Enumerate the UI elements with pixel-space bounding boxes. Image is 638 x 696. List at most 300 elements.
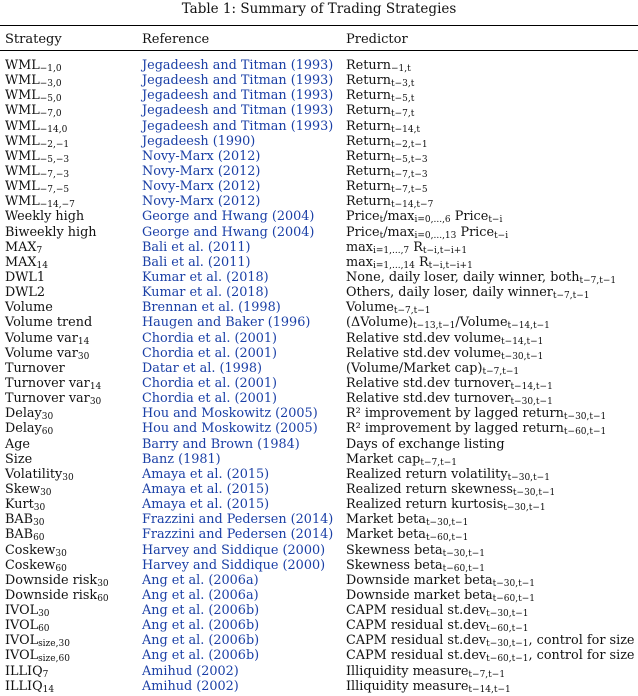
predictor-text: Return	[346, 118, 391, 134]
table-row	[0, 527, 638, 542]
predictor-cell	[346, 255, 473, 270]
strategy-name: IVOL	[5, 603, 39, 619]
reference-link[interactable]: Amihud (2002)	[142, 678, 239, 694]
subscript: 30	[40, 487, 52, 498]
table-row	[0, 376, 638, 391]
predictor-text: None, daily loser, daily winner, both	[346, 269, 580, 285]
strategy-cell	[5, 679, 54, 694]
predictor-cell	[346, 134, 428, 149]
subscript: t−60,t−1	[492, 593, 535, 604]
reference-link[interactable]: Banz (1981)	[142, 451, 221, 467]
subscript: 30	[33, 518, 45, 529]
table-row	[0, 482, 638, 497]
strategy-name: Volatility	[5, 466, 63, 482]
predictor-cell	[346, 406, 606, 421]
reference-link[interactable]: Ang et al. (2006b)	[142, 648, 260, 664]
strategy-cell	[5, 543, 67, 558]
strategy-name: Downside risk	[5, 587, 98, 603]
strategy-cell	[5, 88, 62, 103]
subscript: t−30,t−1	[425, 518, 469, 529]
strategy-name: Coskew	[5, 557, 56, 573]
reference-link[interactable]: Frazzini and Pedersen (2014)	[142, 512, 334, 528]
strategy-cell	[5, 573, 109, 588]
reference-link[interactable]: Jegadeesh and Titman (1993)	[142, 118, 334, 134]
strategy-name: ILLIQ	[5, 663, 43, 679]
strategy-name: Size	[5, 451, 33, 467]
subscript: t−60,t−1	[442, 563, 485, 574]
predictor-cell	[346, 664, 505, 679]
predictor-text: Return	[346, 133, 391, 149]
table-row	[0, 315, 638, 330]
predictor-text: CAPM residual st.dev	[346, 603, 487, 619]
subscript: 14	[89, 381, 102, 392]
predictor-cell	[346, 285, 590, 300]
strategy-cell	[5, 103, 62, 118]
predictor-text: Market cap	[346, 451, 421, 467]
predictor-tail: Price	[450, 209, 489, 225]
subscript: t−i,t−i+1	[428, 260, 473, 271]
strategy-name: Weekly high	[5, 209, 85, 225]
reference-link[interactable]: Hou and Moskowitz (2005)	[142, 406, 318, 422]
strategy-name: BAB	[5, 527, 34, 543]
subscript: t−2,t−1	[390, 139, 428, 150]
strategy-name: WML	[5, 133, 40, 149]
predictor-text: CAPM residual st.dev	[346, 618, 487, 634]
strategy-cell	[5, 497, 45, 512]
subscript: t−30,t−1	[486, 609, 529, 620]
predictor-tail: R	[409, 239, 423, 255]
strategy-name: ILLIQ	[5, 678, 43, 694]
predictor-text: Return	[346, 73, 391, 89]
table-row	[0, 164, 638, 179]
subscript: −1,t	[390, 64, 411, 74]
predictor-cell	[346, 679, 511, 694]
reference-link[interactable]: Bali et al. (2011)	[142, 254, 251, 270]
table-row	[0, 331, 638, 346]
predictor-cell	[346, 512, 468, 527]
table-row	[0, 209, 638, 224]
table-row	[0, 437, 638, 452]
predictor-cell	[346, 482, 555, 497]
strategy-cell	[5, 361, 65, 376]
subscript: i=0,...,6	[414, 215, 451, 226]
table-row	[0, 633, 638, 648]
table-row	[0, 119, 638, 134]
predictor-cell	[346, 391, 553, 406]
reference-link[interactable]: Chordia et al. (2001)	[142, 330, 278, 346]
subscript: t−30,t−1	[501, 351, 544, 362]
subscript: t−13,t−1	[413, 321, 456, 332]
predictor-text: Relative std.dev turnover	[346, 391, 511, 407]
predictor-cell	[346, 194, 433, 209]
subscript: t−14,t	[390, 124, 421, 135]
reference-link[interactable]: Jegadeesh and Titman (1993)	[142, 103, 334, 119]
table-body	[0, 58, 638, 694]
reference-link[interactable]: Novy-Marx (2012)	[142, 194, 261, 210]
table-row	[0, 285, 638, 300]
table-row	[0, 88, 638, 103]
reference-link[interactable]: Frazzini and Pedersen (2014)	[142, 527, 334, 543]
predictor-cell	[346, 149, 428, 164]
reference-link[interactable]: Amaya et al. (2015)	[142, 481, 270, 497]
predictor-cell	[346, 73, 414, 88]
table-row	[0, 603, 638, 618]
strategy-cell	[5, 225, 97, 240]
reference-link[interactable]: Hou and Moskowitz (2005)	[142, 421, 318, 437]
subscript: 14	[36, 260, 48, 271]
strategy-name: MAX	[5, 239, 37, 255]
predictor-tail: , control for size	[528, 648, 635, 664]
strategy-cell	[5, 58, 62, 73]
predictor-cell	[346, 315, 550, 330]
subscript: t−60,t−1	[425, 533, 469, 544]
strategy-cell	[5, 452, 32, 467]
strategy-name: WML	[5, 194, 40, 210]
reference-link[interactable]: Amihud (2002)	[142, 663, 239, 679]
strategy-cell	[5, 179, 69, 194]
predictor-text: R² improvement by lagged return	[346, 406, 564, 422]
subscript: 30	[33, 503, 46, 514]
predictor-text: Others, daily loser, daily winner	[346, 285, 553, 301]
strategy-name: Volume var	[5, 345, 78, 361]
predictor-text: Skewness beta	[346, 542, 443, 558]
reference-link[interactable]: Ang et al. (2006b)	[142, 603, 260, 619]
subscript: t−7,t−1	[468, 669, 506, 680]
header-predictor: Predictor	[346, 32, 408, 47]
predictor-cell	[346, 209, 502, 224]
header-reference: Reference	[142, 32, 210, 47]
subscript: −7,−5	[39, 185, 70, 196]
header-strategy: Strategy	[5, 32, 62, 47]
predictor-text: Realized return volatility	[346, 466, 508, 482]
reference-link[interactable]: Kumar et al. (2018)	[142, 285, 269, 301]
strategy-cell	[5, 300, 53, 315]
table-row	[0, 391, 638, 406]
predictor-text: Illiquidity measure	[346, 678, 469, 694]
subscript: t−7,t−3	[390, 169, 428, 180]
reference-link[interactable]: Novy-Marx (2012)	[142, 148, 261, 164]
subscript: t−i,t−i+1	[422, 245, 468, 256]
predictor-cell	[346, 300, 430, 315]
subscript: i=1,...,7	[372, 245, 410, 256]
subscript: t−7,t−1	[420, 457, 458, 468]
predictor-text: Realized return kurtosis	[346, 497, 504, 513]
predictor-cell	[346, 648, 635, 663]
subscript: t−14,t−1	[468, 684, 511, 695]
reference-link[interactable]: Datar et al. (1998)	[142, 360, 263, 376]
predictor-tail: /max	[383, 224, 415, 240]
table-caption: Table 1: Summary of Trading Strategies	[181, 1, 457, 17]
predictor-text: Return	[346, 194, 391, 210]
subscript: −7,0	[39, 109, 62, 120]
subscript: 30	[38, 609, 50, 620]
strategy-name: WML	[5, 58, 40, 73]
strategy-name: IVOL	[5, 648, 39, 664]
reference-link[interactable]: Brennan et al. (1998)	[142, 300, 281, 316]
table-row	[0, 558, 638, 573]
strategy-name: Volume var	[5, 330, 78, 346]
table-row	[0, 179, 638, 194]
table-row	[0, 149, 638, 164]
subscript: t−30,t−1	[503, 503, 546, 514]
header-rule	[0, 50, 638, 51]
predictor-cell	[346, 633, 635, 648]
strategy-name: WML	[5, 118, 40, 134]
subscript: t−i	[494, 230, 509, 241]
predictor-text: Downside market beta	[346, 572, 493, 588]
subscript: t−14,t−1	[501, 336, 544, 347]
reference-link[interactable]: Ang et al. (2006a)	[142, 572, 259, 588]
subscript: 7	[36, 245, 43, 256]
predictor-cell	[346, 603, 529, 618]
predictor-text: Volume	[346, 300, 394, 316]
predictor-text: Relative std.dev volume	[346, 330, 502, 346]
predictor-text: Days of exchange listing	[346, 436, 505, 452]
reference-link[interactable]: Jegadeesh and Titman (1993)	[142, 88, 334, 104]
predictor-text: Price	[346, 209, 380, 225]
predictor-text: Return	[346, 163, 391, 179]
top-rule	[0, 25, 638, 26]
table-row	[0, 467, 638, 482]
subscript: t−30,t−1	[486, 639, 529, 650]
subscript: t−7,t−1	[552, 291, 590, 302]
subscript: 30	[62, 472, 74, 483]
subscript: t−30,t−1	[507, 472, 550, 483]
strategy-cell	[5, 134, 69, 149]
predictor-text: Return	[346, 148, 391, 164]
predictor-cell	[346, 58, 411, 73]
reference-link[interactable]: Kumar et al. (2018)	[142, 269, 269, 285]
predictor-tail: Price	[456, 224, 495, 240]
subscript: t−7,t−1	[482, 366, 520, 377]
subscript: t−7,t	[390, 109, 415, 120]
subscript: 14	[77, 336, 90, 347]
strategy-cell	[5, 588, 109, 603]
table-row	[0, 58, 638, 73]
table-row	[0, 194, 638, 209]
subscript: t−5,t	[390, 94, 415, 105]
table-row	[0, 300, 638, 315]
strategy-name: Volume	[5, 300, 53, 316]
subscript: 30	[77, 351, 90, 362]
predictor-text: CAPM residual st.dev	[346, 633, 487, 649]
subscript: t−5,t−3	[390, 154, 428, 165]
reference-link[interactable]: Jegadeesh (1990)	[142, 133, 256, 149]
strategy-cell	[5, 285, 45, 300]
predictor-text: Relative std.dev volume	[346, 345, 502, 361]
predictor-text: Price	[346, 224, 380, 240]
reference-link[interactable]: Chordia et al. (2001)	[142, 375, 278, 391]
strategy-name: BAB	[5, 512, 34, 528]
strategy-name: WML	[5, 148, 40, 164]
subscript: t	[379, 230, 384, 241]
strategy-name: Turnover	[5, 360, 65, 376]
predictor-cell	[346, 452, 457, 467]
strategy-name: WML	[5, 73, 40, 89]
predictor-text: Market beta	[346, 512, 426, 528]
strategy-cell	[5, 633, 70, 648]
strategy-name: WML	[5, 179, 40, 195]
predictor-cell	[346, 361, 519, 376]
table-row	[0, 543, 638, 558]
predictor-cell	[346, 331, 543, 346]
reference-link[interactable]: Novy-Marx (2012)	[142, 163, 261, 179]
strategy-cell	[5, 194, 75, 209]
predictor-cell	[346, 573, 535, 588]
subscript: t−60,t−1	[563, 427, 607, 438]
subscript: −5,0	[39, 94, 62, 105]
table-row	[0, 497, 638, 512]
strategy-cell	[5, 482, 52, 497]
predictor-cell	[346, 88, 414, 103]
predictor-cell	[346, 119, 420, 134]
table-row	[0, 225, 638, 240]
strategy-cell	[5, 240, 42, 255]
subscript: t−30,t−1	[492, 578, 535, 589]
predictor-cell	[346, 103, 414, 118]
strategy-cell	[5, 618, 50, 633]
predictor-cell	[346, 240, 467, 255]
reference-link[interactable]: Haugen and Baker (1996)	[142, 315, 311, 331]
reference-link[interactable]: Bali et al. (2011)	[142, 239, 251, 255]
predictor-text: Downside market beta	[346, 587, 493, 603]
strategy-name: Coskew	[5, 542, 56, 558]
predictor-text: (Volume/Market cap)	[346, 360, 483, 376]
reference-link[interactable]: Chordia et al. (2001)	[142, 345, 278, 361]
strategy-name: WML	[5, 163, 40, 179]
reference-link[interactable]: Jegadeesh and Titman (1993)	[142, 58, 334, 73]
predictor-text: R² improvement by lagged return	[346, 421, 564, 437]
strategy-cell	[5, 270, 45, 285]
predictor-tail: /Volume	[455, 315, 508, 331]
reference-link[interactable]: Ang et al. (2006a)	[142, 587, 259, 603]
predictor-text: max	[346, 239, 373, 255]
strategy-cell	[5, 664, 48, 679]
subscript: −5,−3	[39, 154, 70, 165]
reference-link[interactable]: Barry and Brown (1984)	[142, 436, 300, 452]
reference-link[interactable]: Amaya et al. (2015)	[142, 466, 270, 482]
subscript: 30	[55, 548, 67, 559]
strategy-cell	[5, 346, 89, 361]
strategy-cell	[5, 603, 50, 618]
subscript: 7	[42, 669, 49, 680]
strategy-cell	[5, 558, 67, 573]
predictor-cell	[346, 467, 550, 482]
table-row	[0, 270, 638, 285]
table-row	[0, 73, 638, 88]
subscript: t−7,t−5	[390, 185, 428, 196]
table-row	[0, 406, 638, 421]
reference-link[interactable]: Chordia et al. (2001)	[142, 391, 278, 407]
table-row	[0, 361, 638, 376]
strategy-name: Downside risk	[5, 572, 98, 588]
table-row	[0, 255, 638, 270]
table-row	[0, 512, 638, 527]
strategy-name: DWL2	[5, 285, 46, 301]
subscript: t−60,t−1	[486, 654, 529, 665]
subscript: −14,−7	[39, 200, 75, 211]
predictor-text: Return	[346, 103, 391, 119]
strategy-name: Skew	[5, 481, 41, 497]
subscript: t−60,t−1	[486, 624, 529, 635]
subscript: 60	[97, 593, 109, 604]
reference-link[interactable]: Novy-Marx (2012)	[142, 179, 261, 195]
strategy-cell	[5, 437, 30, 452]
predictor-cell	[346, 497, 546, 512]
subscript: 60	[55, 563, 67, 574]
predictor-tail: /max	[383, 209, 415, 225]
reference-link[interactable]: George and Hwang (2004)	[142, 224, 315, 240]
table-row	[0, 679, 638, 694]
predictor-cell	[346, 558, 485, 573]
reference-link[interactable]: Harvey and Siddique (2000)	[142, 542, 326, 558]
predictor-cell	[346, 543, 485, 558]
table-row	[0, 618, 638, 633]
strategy-name: Turnover var	[5, 375, 90, 391]
strategy-name: Delay	[5, 421, 42, 437]
table-row	[0, 346, 638, 361]
reference-link[interactable]: Harvey and Siddique (2000)	[142, 557, 326, 573]
reference-link[interactable]: Jegadeesh and Titman (1993)	[142, 73, 334, 89]
table-row	[0, 664, 638, 679]
strategy-cell	[5, 119, 67, 134]
strategy-cell	[5, 149, 69, 164]
predictor-cell	[346, 527, 468, 542]
predictor-cell	[346, 179, 428, 194]
reference-link[interactable]: George and Hwang (2004)	[142, 209, 315, 225]
strategy-cell	[5, 164, 69, 179]
strategy-cell	[5, 421, 53, 436]
subscript: size,60	[38, 654, 70, 665]
predictor-cell	[346, 164, 428, 179]
subscript: t−7,t−1	[393, 306, 431, 317]
strategy-cell	[5, 73, 62, 88]
predictor-text: Relative std.dev turnover	[346, 375, 511, 391]
strategy-cell	[5, 512, 45, 527]
subscript: t−30,t−1	[510, 397, 553, 408]
subscript: 30	[97, 578, 109, 589]
subscript: t−7,t−1	[579, 275, 617, 286]
predictor-cell	[346, 376, 553, 391]
strategy-name: Delay	[5, 406, 42, 422]
reference-link[interactable]: Ang et al. (2006b)	[142, 618, 260, 634]
predictor-text: CAPM residual st.dev	[346, 648, 487, 664]
strategy-name: MAX	[5, 254, 37, 270]
predictor-text: Skewness beta	[346, 557, 443, 573]
predictor-text: Return	[346, 179, 391, 195]
reference-link[interactable]: Amaya et al. (2015)	[142, 497, 270, 513]
table-row	[0, 134, 638, 149]
strategy-name: Kurt	[5, 497, 34, 513]
table-row	[0, 103, 638, 118]
strategy-cell	[5, 331, 89, 346]
predictor-cell	[346, 270, 616, 285]
table-row	[0, 573, 638, 588]
subscript: −3,0	[39, 79, 62, 90]
predictor-cell	[346, 421, 606, 436]
predictor-text: (ΔVolume)	[346, 315, 414, 331]
subscript: 60	[41, 427, 54, 438]
subscript: −14,0	[39, 124, 68, 135]
predictor-cell	[346, 225, 508, 240]
subscript: t−i	[488, 215, 503, 226]
subscript: −1,0	[39, 64, 62, 74]
subscript: i=0,...,13	[414, 230, 457, 241]
reference-link[interactable]: Ang et al. (2006b)	[142, 633, 260, 649]
table-row	[0, 240, 638, 255]
predictor-text: Market beta	[346, 527, 426, 543]
subscript: t−14,t−1	[510, 381, 553, 392]
